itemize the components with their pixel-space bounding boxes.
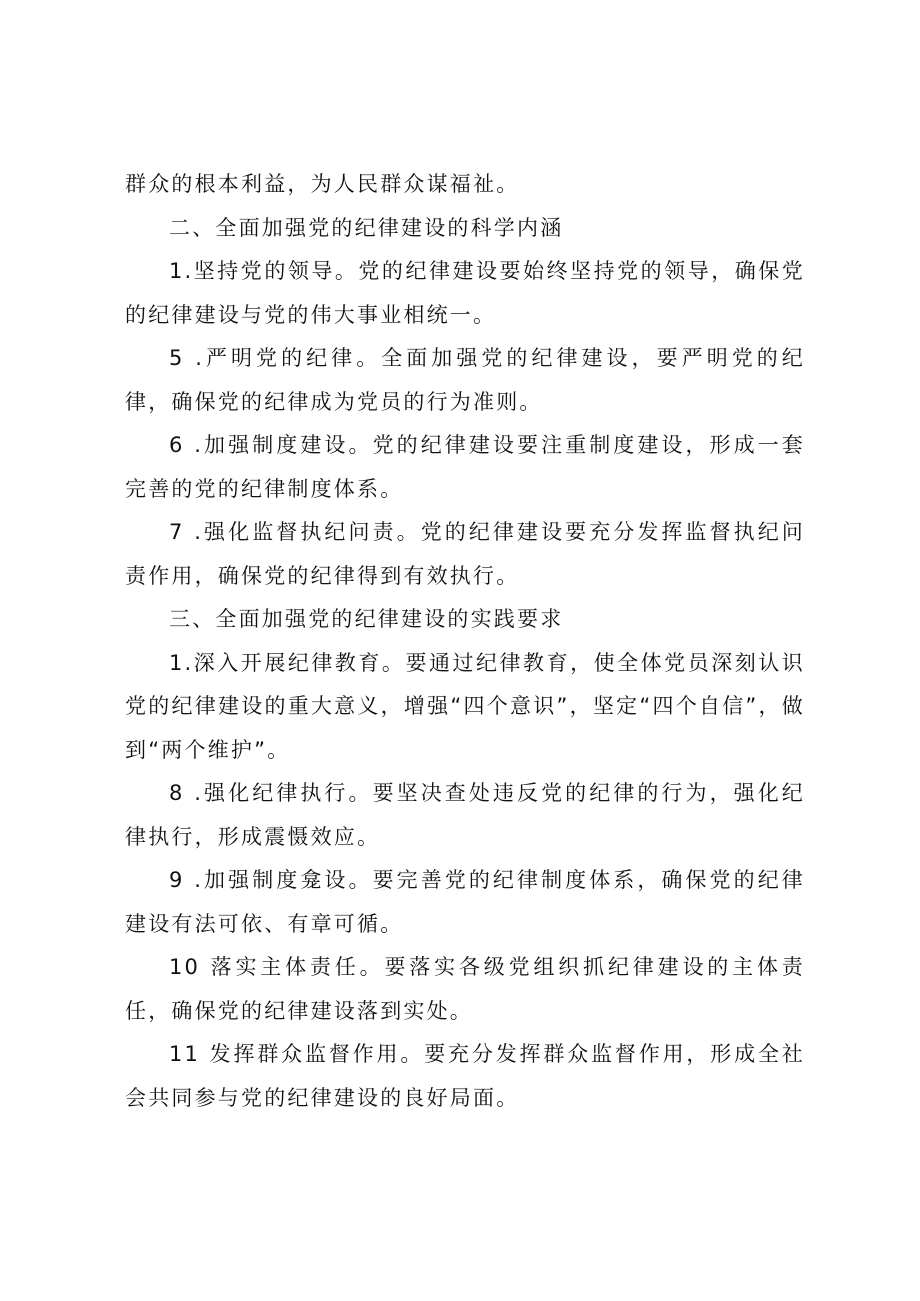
paragraph-item: 8 .强化纪律执行。要坚决查处违反党的纪律的行为，强化纪律执行，形成震慑效应。 — [125, 781, 805, 849]
section-heading-2: 二、全面加强党的纪律建设的科学内涵 — [169, 215, 564, 240]
paragraph-item: 1.深入开展纪律教育。要通过纪律教育，使全体党员深刻认识党的纪律建设的重大意义，增强“四个意识”，坚定“四个自信”，做到“两个维护”。 — [125, 650, 805, 762]
document-body — [125, 163, 805, 1120]
paragraph-item: 6 .加强制度建设。党的纪律建设要注重制度建设，形成一套完善的党的纪律制度体系。 — [125, 433, 805, 501]
paragraph-item: 9 .加强制度龛设。要完善党的纪律制度体系，确保党的纪律建设有法可依、有章可循。 — [125, 868, 805, 936]
paragraph-item: 10 落实主体责任。要落实各级党组织抓纪律建设的主体责任，确保党的纪律建设落到实处。 — [125, 955, 805, 1023]
paragraph-item: 1.坚持党的领导。党的纪律建设要始终坚持党的领导，确保党的纪律建设与党的伟大事业相统一。 — [125, 259, 805, 327]
paragraph-continuation: 群众的根本利益，为人民群众谋福祉。 — [125, 172, 520, 196]
paragraph-item: 7 .强化监督执纪问责。党的纪律建设要充分发挥监督执纪问责作用，确保党的纪律得到有效执行。 — [125, 520, 805, 588]
paragraph-item: 5 .严明党的纪律。全面加强党的纪律建设，要严明党的纪律，确保党的纪律成为党员的行为准则。 — [125, 346, 805, 414]
section-heading-3: 三、全面加强党的纪律建设的实践要求 — [169, 607, 564, 631]
paragraph-item: 11 发挥群众监督作用。要充分发挥群众监督作用，形成全社会共同参与党的纪律建设的良好局面。 — [125, 1042, 805, 1110]
